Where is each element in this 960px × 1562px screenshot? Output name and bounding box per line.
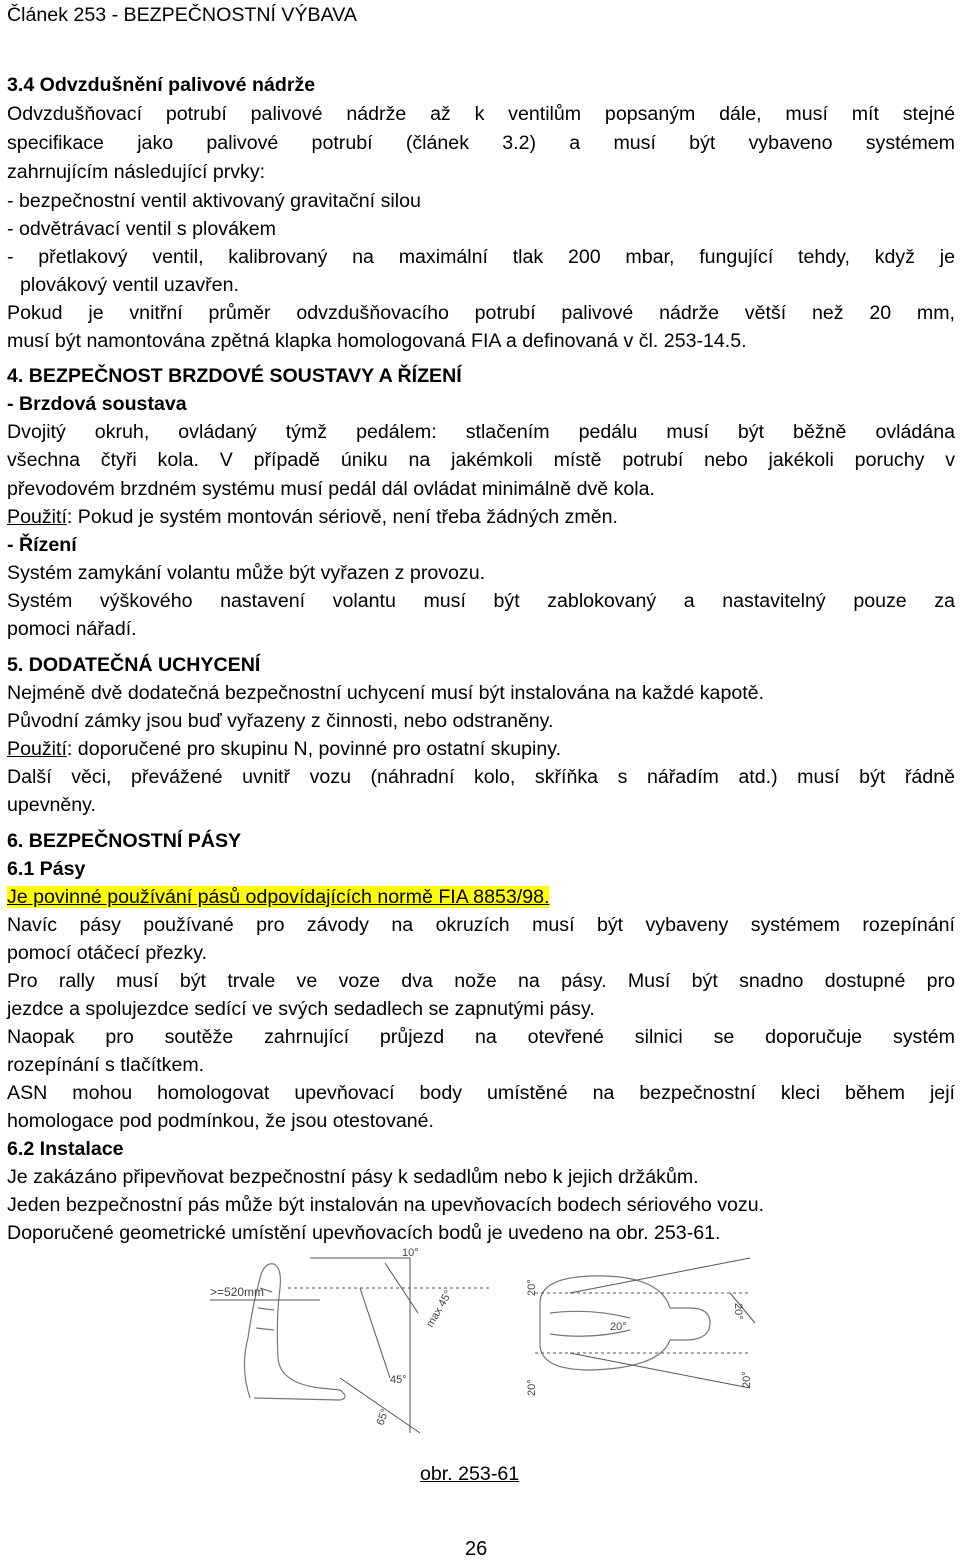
paragraph-line: Původní zámky jsou buď vyřazeny z činnosti, nebo odstraněny. bbox=[7, 710, 554, 732]
use-text: : Pokud je systém montován sériově, není třeba žádných změn. bbox=[66, 506, 618, 528]
paragraph-line: Odvzdušňovací potrubí palivové nádrže až k ventilům popsaným dále, musí mít stejné bbox=[7, 103, 955, 125]
paragraph-line: Jeden bezpečnostní pás může být instalován na upevňovacích bodech sériového vozu. bbox=[7, 1194, 765, 1216]
paragraph-line: Nejméně dvě dodatečná bezpečnostní uchycení musí být instalována na každé kapotě. bbox=[7, 682, 765, 704]
figure-label: 20° bbox=[741, 1371, 753, 1388]
list-item: - odvětrávací ventil s plovákem bbox=[7, 218, 276, 240]
paragraph-line: Další věci, převážené uvnitř vozu (náhradní kolo, skříňka s nářadím atd.) musí být řádně bbox=[7, 766, 955, 788]
section-6-2-title: 6.2 Instalace bbox=[7, 1138, 124, 1160]
seat-belt-figure bbox=[190, 1248, 790, 1438]
section-5-title: 5. DODATEČNÁ UCHYCENÍ bbox=[7, 654, 261, 676]
paragraph-line: všechna čtyři kola. V případě úniku na jakémkoli místě potrubí nebo jakékoli poruchy v bbox=[7, 449, 955, 471]
use-label: Použití bbox=[7, 506, 67, 528]
paragraph-line: ASN mohou homologovat upevňovací body umístěné na bezpečnostní kleci během její bbox=[7, 1082, 955, 1104]
list-item: - přetlakový ventil, kalibrovaný na maximální tlak 200 mbar, fungující tehdy, když je bbox=[7, 246, 955, 268]
figure-label: 45° bbox=[390, 1374, 407, 1386]
use-label: Použití bbox=[7, 738, 67, 760]
figure-label: 20° bbox=[610, 1321, 627, 1333]
figure-caption: obr. 253-61 bbox=[420, 1463, 520, 1485]
page-header: Článek 253 - BEZPEČNOSTNÍ VÝBAVA bbox=[7, 4, 357, 26]
list-item: - bezpečnostní ventil aktivovaný gravitační silou bbox=[7, 190, 421, 212]
paragraph-line: Naopak pro soutěže zahrnující průjezd na otevřené silnici se doporučuje systém bbox=[7, 1026, 955, 1048]
figure-label: >=520mm bbox=[210, 1285, 265, 1299]
figure-label: 20° bbox=[526, 1379, 538, 1396]
paragraph-line: Doporučené geometrické umístění upevňovacích bodů je uvedeno na obr. 253-61. bbox=[7, 1222, 721, 1244]
paragraph-line: jezdce a spolujezdce sedící ve svých sedadlech se zapnutými pásy. bbox=[7, 998, 595, 1020]
paragraph-line: pomocí otáčecí přezky. bbox=[7, 942, 208, 964]
figure-label: max 45° bbox=[424, 1288, 455, 1330]
section-4-title: 4. BEZPEČNOST BRZDOVÉ SOUSTAVY A ŘÍZENÍ bbox=[7, 365, 462, 387]
paragraph-line: upevněny. bbox=[7, 794, 96, 816]
section-3-4-title: 3.4 Odvzdušnění palivové nádrže bbox=[7, 74, 316, 96]
paragraph-line: Systém zamykání volantu může být vyřazen z provozu. bbox=[7, 562, 486, 584]
paragraph-line: musí být namontována zpětná klapka homologovaná FIA a definovaná v čl. 253-14.5. bbox=[7, 330, 747, 352]
list-item: plovákový ventil uzavřen. bbox=[20, 274, 239, 296]
figure-label: 20° bbox=[732, 1303, 744, 1320]
page-number: 26 bbox=[465, 1538, 488, 1560]
paragraph-line: Navíc pásy používané pro závody na okruzích musí být vybaveny systémem rozepínání bbox=[7, 914, 955, 936]
steering-subtitle: - Řízení bbox=[7, 534, 77, 556]
paragraph-line: Pokud je vnitřní průměr odvzdušňovacího potrubí palivové nádrže větší než 20 mm, bbox=[7, 302, 955, 324]
use-text: : doporučené pro skupinu N, povinné pro ostatní skupiny. bbox=[66, 738, 562, 760]
brake-use-line bbox=[7, 504, 618, 530]
paragraph-line: zahrnujícím následující prvky: bbox=[7, 161, 266, 183]
paragraph-line: Je zakázáno připevňovat bezpečnostní pásy k sedadlům nebo k jejich držákům. bbox=[7, 1166, 699, 1188]
paragraph-line: Dvojitý okruh, ovládaný týmž pedálem: stlačením pedálu musí být běžně ovládána bbox=[7, 421, 955, 443]
paragraph-line: rozepínání s tlačítkem. bbox=[7, 1054, 205, 1076]
paragraph-line: převodovém brzdném systému musí pedál dál ovládat minimálně dvě kola. bbox=[7, 478, 656, 500]
seat-belt-diagram bbox=[190, 1248, 790, 1438]
figure-label: 20° bbox=[526, 1279, 538, 1296]
figure-label: 65° bbox=[374, 1407, 392, 1428]
paragraph-line: homologace pod podmínkou, že jsou otestované. bbox=[7, 1110, 434, 1132]
section-6-title: 6. BEZPEČNOSTNÍ PÁSY bbox=[7, 830, 242, 852]
figure-label: 10° bbox=[402, 1248, 419, 1259]
paragraph-line: specifikace jako palivové potrubí (článek 3.2) a musí být vybaveno systémem bbox=[7, 132, 955, 154]
section-6-1-title: 6.1 Pásy bbox=[7, 858, 86, 880]
paragraph-line: pomoci nářadí. bbox=[7, 618, 137, 640]
use-line bbox=[7, 736, 561, 762]
highlighted-line bbox=[7, 884, 549, 910]
paragraph-line: Pro rally musí být trvale ve voze dva nože na pásy. Musí být snadno dostupné pro bbox=[7, 970, 955, 992]
highlighted-text: Je povinné používání pásů odpovídajících normě FIA 8853/98. bbox=[7, 886, 550, 908]
paragraph-line: Systém výškového nastavení volantu musí být zablokovaný a nastavitelný pouze za bbox=[7, 590, 955, 612]
brake-subtitle: - Brzdová soustava bbox=[7, 393, 187, 415]
